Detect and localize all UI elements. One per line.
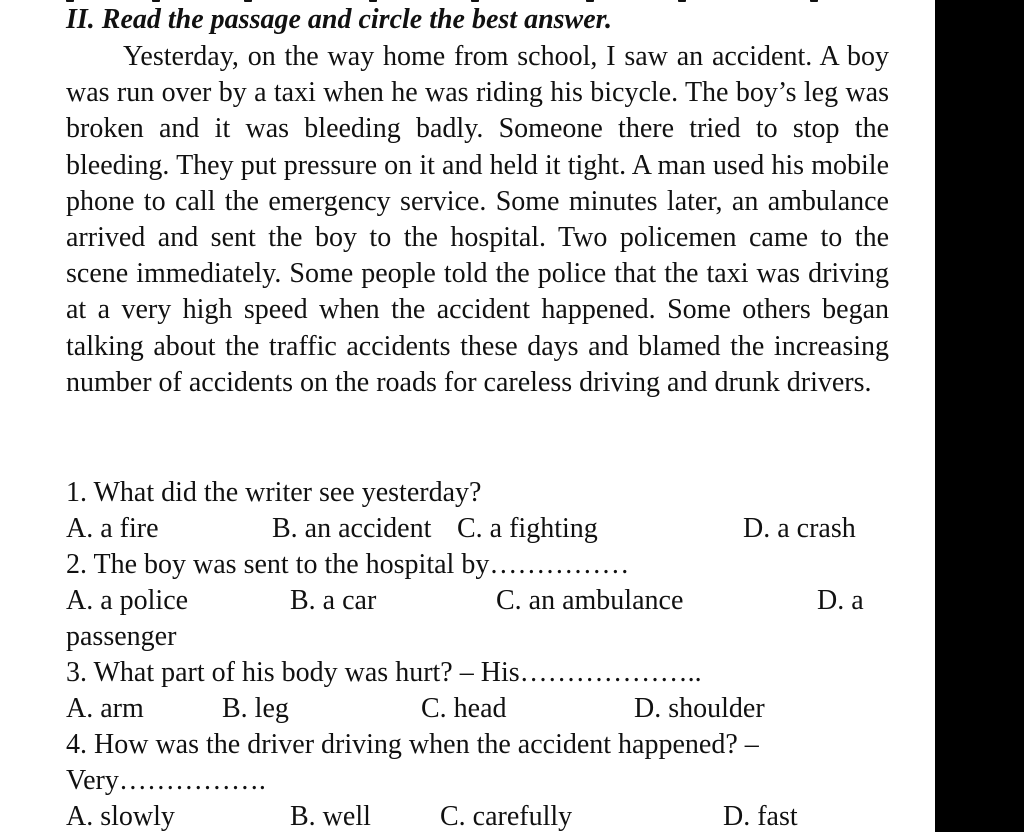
q4-option-c[interactable]: C. carefully <box>440 801 573 832</box>
q2-option-c[interactable]: C. an ambulance <box>496 585 684 616</box>
q2-option-b[interactable]: B. a car <box>290 585 377 616</box>
question-4-continued: Very……………. <box>66 765 266 796</box>
section-heading: II. Read the passage and circle the best answer. <box>66 4 613 35</box>
q3-option-b[interactable]: B. leg <box>222 693 289 724</box>
q1-option-c[interactable]: C. a fighting <box>457 513 598 544</box>
q3-option-c[interactable]: C. head <box>421 693 507 724</box>
question-3: 3. What part of his body was hurt? – His……………….. <box>66 657 702 688</box>
q2-option-a[interactable]: A. a police <box>66 585 189 616</box>
q4-option-d[interactable]: D. fast <box>723 801 798 832</box>
q1-option-b[interactable]: B. an accident <box>272 513 432 544</box>
q2-option-d[interactable]: D. a <box>817 585 864 616</box>
reading-passage: Yesterday, on the way home from school, I saw an accident. A boy was run over by a taxi when he was riding his bicycle. The boy’s leg was broken and it was bleeding badly. Someone there tried to stop the bleeding. They put pressure on it and held it tight. A man used his mobile phone to call the emergency service. Some minutes later, an ambulance arrived and sent the boy to the hospital. Two policemen came to the scene immediately. Some people told the police that the taxi was driving at a very high speed when the accident happened. Some others began talking about the traffic accidents these days and blamed the increasing number of accidents on the roads for careless driving and drunk drivers. <box>66 41 889 398</box>
q1-option-a[interactable]: A. a fire <box>66 513 159 544</box>
q4-option-b[interactable]: B. well <box>290 801 371 832</box>
q1-option-d[interactable]: D. a crash <box>743 513 856 544</box>
q3-option-d[interactable]: D. shoulder <box>634 693 765 724</box>
question-4: 4. How was the driver driving when the accident happened? – <box>66 729 759 760</box>
question-1: 1. What did the writer see yesterday? <box>66 477 482 508</box>
q2-option-d-continued: passenger <box>66 621 177 652</box>
scan-black-edge <box>935 0 1024 832</box>
question-2: 2. The boy was sent to the hospital by…………… <box>66 549 630 580</box>
q4-option-a[interactable]: A. slowly <box>66 801 175 832</box>
q3-option-a[interactable]: A. arm <box>66 693 144 724</box>
